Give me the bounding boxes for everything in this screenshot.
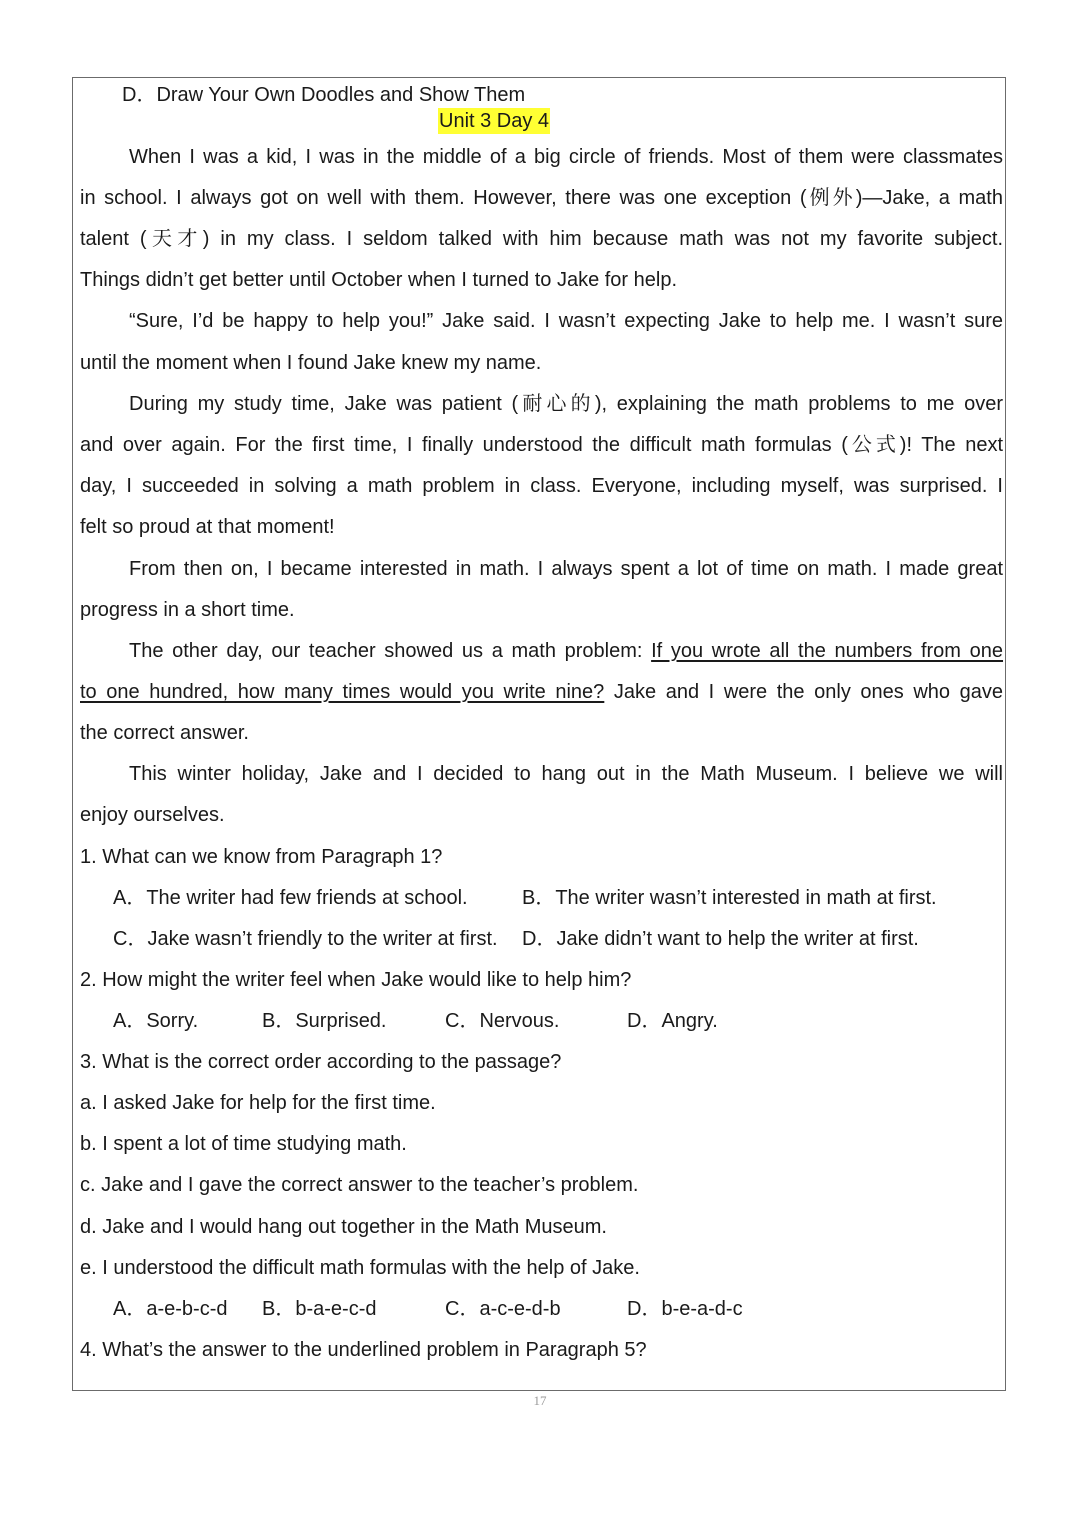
underlined-problem-part2: to one hundred, how many times would you write nine?: [80, 681, 605, 703]
question-3-option-c: C．a-c-e-d-b: [445, 1298, 561, 1320]
question-4-stem: 4. What’s the answer to the underlined problem in Paragraph 5?: [80, 1339, 647, 1361]
question-3-option-a: A．a-e-b-c-d: [113, 1298, 228, 1320]
passage-p1-line2: in school. I always got on well with them. However, there was one exception (例外)—Jake, a math: [80, 187, 1003, 209]
question-2-stem: 2. How might the writer feel when Jake would like to help him?: [80, 969, 632, 991]
question-3-event-c: c. Jake and I gave the correct answer to the teacher’s problem.: [80, 1174, 639, 1196]
question-3-option-b: B．b-a-e-c-d: [262, 1298, 377, 1320]
passage-p5-text: The other day, our teacher showed us a math problem:: [129, 640, 652, 662]
passage-p2-line2: until the moment when I found Jake knew my name.: [80, 352, 542, 374]
passage-p5-line3: the correct answer.: [80, 722, 249, 744]
question-1-option-a: A．The writer had few friends at school.: [113, 887, 468, 909]
question-3-stem: 3. What is the correct order according to the passage?: [80, 1051, 562, 1073]
underlined-problem-part1: If you wrote all the numbers from one: [651, 640, 1004, 662]
question-3-option-d: D．b-e-a-d-c: [627, 1298, 743, 1320]
passage-p2-line1: “Sure, I’d be happy to help you!” Jake said. I wasn’t expecting Jake to help me. I wasn’t sure: [129, 310, 1003, 332]
question-1-option-d: D．Jake didn’t want to help the writer at first.: [522, 928, 919, 950]
question-3-event-a: a. I asked Jake for help for the first time.: [80, 1092, 436, 1114]
passage-p5-line1: [129, 639, 1003, 663]
question-1-option-c: C．Jake wasn’t friendly to the writer at first.: [113, 928, 498, 950]
question-2-option-b: B．Surprised.: [262, 1010, 387, 1032]
page-number: 17: [533, 1393, 547, 1408]
passage-p4-line2: progress in a short time.: [80, 599, 295, 621]
question-1-stem: 1. What can we know from Paragraph 1?: [80, 846, 443, 868]
question-3-event-b: b. I spent a lot of time studying math.: [80, 1133, 407, 1155]
passage-p6-line1: This winter holiday, Jake and I decided to hang out in the Math Museum. I believe we will: [129, 763, 1003, 785]
previous-option-d: D．Draw Your Own Doodles and Show Them: [122, 84, 526, 106]
passage-p3-line2: and over again. For the first time, I finally understood the difficult math formulas (公式)! The next: [80, 434, 1003, 456]
question-2-option-c: C．Nervous.: [445, 1010, 560, 1032]
question-3-event-e: e. I understood the difficult math formulas with the help of Jake.: [80, 1257, 640, 1279]
passage-p3-line4: felt so proud at that moment!: [80, 516, 335, 538]
question-3-event-d: d. Jake and I would hang out together in the Math Museum.: [80, 1216, 607, 1238]
passage-p6-line2: enjoy ourselves.: [80, 804, 225, 826]
passage-p4-line1: From then on, I became interested in math. I always spent a lot of time on math. I made great: [129, 558, 1003, 580]
passage-p3-line3: day, I succeeded in solving a math problem in class. Everyone, including myself, was surprised. I: [80, 475, 1003, 497]
question-1-option-b: B．The writer wasn’t interested in math at first.: [522, 887, 937, 909]
passage-p1-line1: When I was a kid, I was in the middle of a big circle of friends. Most of them were classmates: [129, 146, 1003, 168]
passage-p5-line2: [80, 680, 1003, 704]
passage-p3-line1: During my study time, Jake was patient (耐心的), explaining the math problems to me over: [129, 393, 1003, 415]
passage-p1-line3: talent (天才) in my class. I seldom talked with him because math was not my favorite subject.: [80, 228, 1003, 250]
passage-p5-text-cont: Jake and I were the only ones who gave: [604, 681, 1004, 703]
question-2-option-d: D．Angry.: [627, 1010, 718, 1032]
question-2-option-a: A．Sorry.: [113, 1010, 199, 1032]
unit-title: Unit 3 Day 4: [439, 110, 550, 132]
passage-p1-line4: Things didn’t get better until October when I turned to Jake for help.: [80, 269, 678, 291]
